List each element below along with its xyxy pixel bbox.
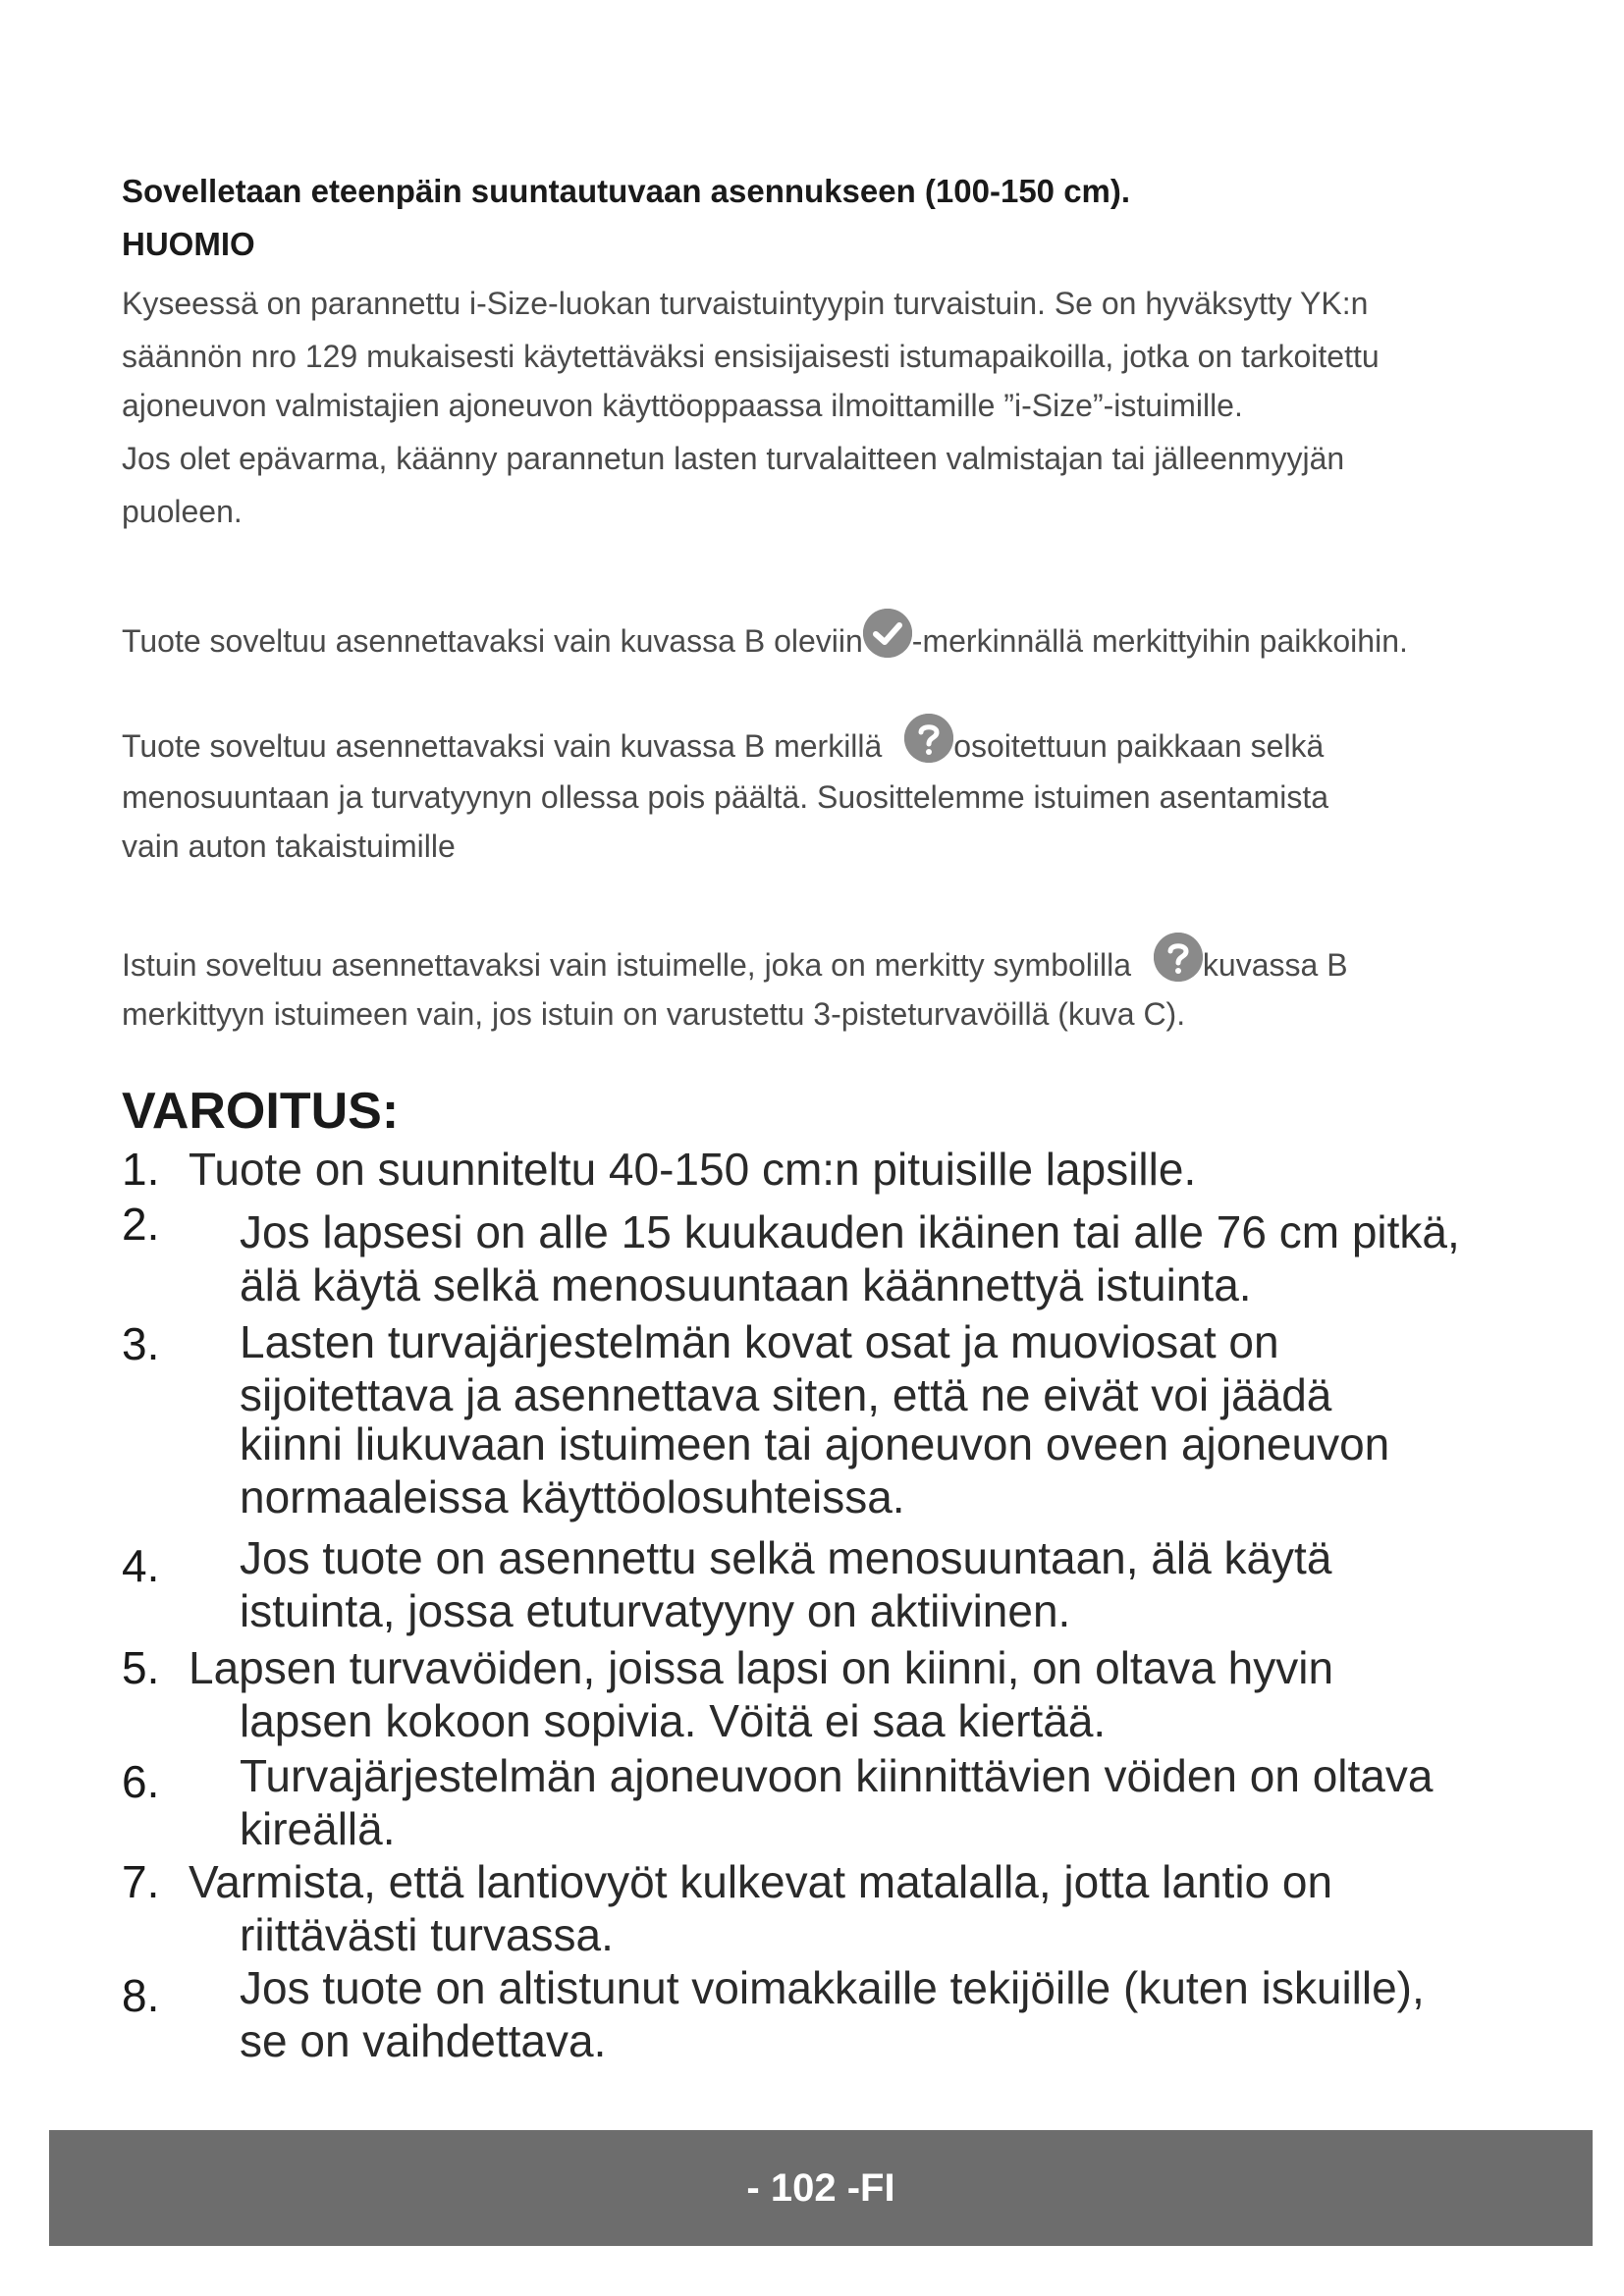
warning-item-line: Jos lapsesi on alle 15 kuukauden ikäinen tai alle 76 cm pitkä, <box>240 1206 1460 1257</box>
notice-line: Jos olet epävarma, käänny parannetun lasten turvalaitteen valmistajan tai jälleenmyyjän <box>122 441 1345 476</box>
question-paragraph-1-line: menosuuntaan ja turvatyynyn ollessa pois päältä. Suosittelemme istuimen asentamista <box>122 779 1329 815</box>
warning-item-line: kireällä. <box>240 1803 396 1854</box>
warning-item-number: 6. <box>122 1756 160 1807</box>
warning-item-number: 4. <box>122 1540 160 1591</box>
check-paragraph-text-before: Tuote soveltuu asennettavaksi vain kuvassa B oleviin <box>122 623 863 659</box>
warning-item-number: 5. <box>122 1642 160 1693</box>
warning-item-number: 1. <box>122 1144 160 1195</box>
warning-item-line: älä käytä selkä menosuuntaan käännettyä istuinta. <box>240 1259 1252 1310</box>
question-circle-icon <box>1154 933 1203 982</box>
warning-item-line: Varmista, että lantiovyöt kulkevat matalalla, jotta lantio on <box>189 1856 1333 1907</box>
warning-item-line: kiinni liukuvaan istuimeen tai ajoneuvon oveen ajoneuvon <box>240 1418 1390 1469</box>
page-number-footer <box>49 2130 1593 2246</box>
warning-item-line: Jos tuote on altistunut voimakkaille tekijöille (kuten iskuille), <box>240 1962 1425 2013</box>
warning-item-line: Lasten turvajärjestelmän kovat osat ja muoviosat on <box>240 1316 1279 1367</box>
warning-item-number: 3. <box>122 1318 160 1369</box>
notice-line: Kyseessä on parannettu i-Size-luokan turvaistuintyypin turvaistuin. Se on hyväksytty YK:n <box>122 286 1369 321</box>
question-circle-icon <box>904 714 953 763</box>
notice-title: HUOMIO <box>122 226 255 262</box>
question-paragraph-1-text-before: Tuote soveltuu asennettavaksi vain kuvassa B merkillä <box>122 728 883 764</box>
warning-item-line: Jos tuote on asennettu selkä menosuuntaan, älä käytä <box>240 1532 1332 1583</box>
notice-line: säännön nro 129 mukaisesti käytettäväksi ensisijaisesti istumapaikoilla, jotka on tarkoitettu <box>122 339 1380 374</box>
warning-item-line: lapsen kokoon sopivia. Vöitä ei saa kiertää. <box>240 1695 1107 1746</box>
check-paragraph-text-after: -merkinnällä merkittyihin paikkoihin. <box>911 623 1408 659</box>
question-paragraph-2-line: merkittyyn istuimeen vain, jos istuin on varustettu 3-pisteturvavöillä (kuva C). <box>122 996 1186 1032</box>
question-paragraph-1 <box>122 714 1328 871</box>
warning-item-number: 8. <box>122 1970 160 2021</box>
page-number: - 102 -FI <box>746 2166 895 2210</box>
warning-item-number: 7. <box>122 1856 160 1907</box>
question-paragraph-2-text-before: Istuin soveltuu asennettavaksi vain istuimelle, joka on merkitty symbolilla <box>122 947 1132 983</box>
warning-item-line: normaaleissa käyttöolosuhteissa. <box>240 1471 905 1522</box>
notice-line: puoleen. <box>122 494 243 529</box>
warning-item-line: Lapsen turvavöiden, joissa lapsi on kiinni, on oltava hyvin <box>189 1642 1334 1693</box>
notice-paragraph <box>122 279 1380 536</box>
question-paragraph-2 <box>122 933 1348 1039</box>
notice-line: ajoneuvon valmistajien ajoneuvon käyttöoppaassa ilmoittamille ”i-Size”-istuimille. <box>122 388 1243 423</box>
warning-item-number: 2. <box>122 1199 160 1250</box>
warning-item-line: sijoitettava ja asennettava siten, että ne eivät voi jäädä <box>240 1369 1332 1420</box>
warning-item-line: riittävästi turvassa. <box>240 1909 614 1960</box>
question-paragraph-1-line: vain auton takaistuimille <box>122 828 456 864</box>
check-circle-icon <box>863 609 912 658</box>
question-paragraph-1-text-after: osoitettuun paikkaan selkä <box>953 728 1325 764</box>
section-heading: Sovelletaan eteenpäin suuntautuvaan asennukseen (100-150 cm). <box>122 173 1131 209</box>
question-paragraph-2-text-after: kuvassa B <box>1202 947 1348 983</box>
warning-item-line: istuinta, jossa etuturvatyyny on aktiivinen. <box>240 1585 1071 1636</box>
warning-item-line: Tuote on suunniteltu 40-150 cm:n pituisille lapsille. <box>189 1144 1197 1195</box>
check-paragraph <box>122 609 1408 666</box>
warning-item-line: Turvajärjestelmän ajoneuvoon kiinnittävien vöiden on oltava <box>240 1750 1434 1801</box>
warning-title: VAROITUS: <box>122 1083 400 1140</box>
warning-item-line: se on vaihdettava. <box>240 2015 607 2066</box>
